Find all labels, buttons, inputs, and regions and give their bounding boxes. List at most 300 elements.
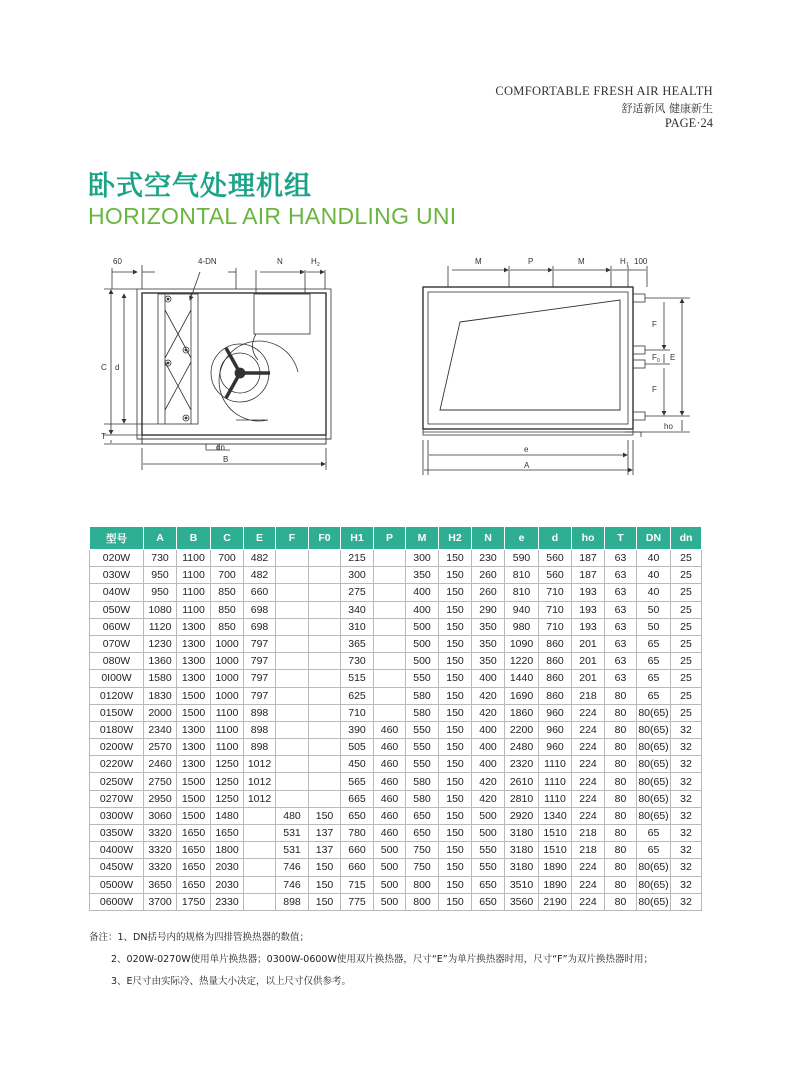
table-cell: 25 <box>671 550 702 567</box>
table-cell: 960 <box>539 721 572 738</box>
note-line-2: 2、020W-0270W使用单片换热器；0300W-0600W使用双片换热器，尺寸“E”为单片换热器时用，尺寸“F”为双片换热器时用； <box>111 954 654 965</box>
table-cell: 63 <box>605 670 637 687</box>
table-cell: 260 <box>472 567 505 584</box>
table-cell: 1120 <box>144 618 177 635</box>
table-cell: 1300 <box>177 721 211 738</box>
spec-table-container <box>89 526 702 911</box>
table-cell: 550 <box>406 756 439 773</box>
table-cell: 780 <box>341 825 374 842</box>
table-cell <box>309 687 341 704</box>
table-cell: 1100 <box>211 721 244 738</box>
table-cell: 80 <box>605 773 637 790</box>
table-row <box>90 618 702 635</box>
table-cell: 65 <box>637 653 671 670</box>
table-cell: 40 <box>637 584 671 601</box>
table-cell: 3700 <box>144 893 177 910</box>
table-cell: 1110 <box>539 790 572 807</box>
table-cell: 80(65) <box>637 721 671 738</box>
table-cell: 193 <box>572 584 605 601</box>
table-cell: 150 <box>439 859 472 876</box>
table-row <box>90 721 702 738</box>
column-header: d <box>539 527 572 550</box>
table-cell: 550 <box>406 739 439 756</box>
table-row <box>90 687 702 704</box>
table-cell: 3180 <box>505 859 539 876</box>
table-cell: 797 <box>244 670 276 687</box>
table-cell: 580 <box>406 687 439 704</box>
table-row <box>90 584 702 601</box>
table-cell: 80 <box>605 704 637 721</box>
table-cell: 500 <box>406 618 439 635</box>
table-cell: 515 <box>341 670 374 687</box>
table-cell: 2610 <box>505 773 539 790</box>
table-cell: 65 <box>637 687 671 704</box>
table-cell: 80 <box>605 790 637 807</box>
table-cell: 150 <box>439 721 472 738</box>
table-cell: 1340 <box>539 807 572 824</box>
table-cell: 775 <box>341 893 374 910</box>
table-cell: 390 <box>341 721 374 738</box>
table-cell: 3060 <box>144 807 177 824</box>
table-cell: 1890 <box>539 876 572 893</box>
table-cell: 150 <box>309 893 341 910</box>
table-cell: 80 <box>605 859 637 876</box>
header-chinese: 舒适新风 健康新生 <box>621 102 713 115</box>
table-cell: 260 <box>472 584 505 601</box>
table-cell: 2810 <box>505 790 539 807</box>
table-cell: 218 <box>572 842 605 859</box>
table-cell: 482 <box>244 567 276 584</box>
table-cell: 0300W <box>90 807 144 824</box>
table-cell: 0250W <box>90 773 144 790</box>
table-cell: 550 <box>406 721 439 738</box>
table-cell: 797 <box>244 687 276 704</box>
table-cell: 1500 <box>177 807 211 824</box>
table-cell: 420 <box>472 773 505 790</box>
table-cell: 980 <box>505 618 539 635</box>
table-cell: 797 <box>244 653 276 670</box>
table-cell: 710 <box>539 584 572 601</box>
column-header: N <box>472 527 505 550</box>
table-cell: 1220 <box>505 653 539 670</box>
table-cell: 25 <box>671 687 702 704</box>
right-view-drawing <box>423 266 690 475</box>
dim-label-f2: F <box>652 385 657 394</box>
table-cell: 1110 <box>539 773 572 790</box>
notes <box>89 927 653 993</box>
table-cell: 1300 <box>177 635 211 652</box>
table-cell: 420 <box>472 687 505 704</box>
table-cell <box>244 842 276 859</box>
table-cell: 460 <box>374 721 406 738</box>
table-cell: 860 <box>539 670 572 687</box>
table-cell: 860 <box>539 653 572 670</box>
table-cell <box>276 790 309 807</box>
table-cell <box>374 653 406 670</box>
column-header: 型号 <box>90 527 144 550</box>
table-cell <box>309 739 341 756</box>
table-cell: 350 <box>472 635 505 652</box>
table-cell: 2190 <box>539 893 572 910</box>
table-cell: 0400W <box>90 842 144 859</box>
table-row <box>90 635 702 652</box>
table-cell: 500 <box>374 876 406 893</box>
table-cell: 2920 <box>505 807 539 824</box>
header-english: COMFORTABLE FRESH AIR HEALTH <box>495 84 713 98</box>
column-header: A <box>144 527 177 550</box>
table-cell: 2460 <box>144 756 177 773</box>
table-cell <box>244 825 276 842</box>
table-cell: 3320 <box>144 842 177 859</box>
table-cell: 531 <box>276 825 309 842</box>
table-cell: 187 <box>572 550 605 567</box>
table-cell: 300 <box>406 550 439 567</box>
table-cell: 1750 <box>177 893 211 910</box>
table-cell: 480 <box>276 807 309 824</box>
table-cell: 365 <box>341 635 374 652</box>
table-cell <box>374 635 406 652</box>
table-cell: 1440 <box>505 670 539 687</box>
dim-label-f1: F <box>652 320 657 329</box>
table-cell: 150 <box>309 876 341 893</box>
column-header: ho <box>572 527 605 550</box>
table-cell: 1300 <box>177 670 211 687</box>
table-cell: 580 <box>406 790 439 807</box>
table-cell <box>309 756 341 773</box>
table-cell: 650 <box>406 807 439 824</box>
table-cell: 580 <box>406 773 439 790</box>
table-cell: 898 <box>244 739 276 756</box>
table-cell: 650 <box>341 807 374 824</box>
column-header: P <box>374 527 406 550</box>
table-cell: 500 <box>374 842 406 859</box>
table-cell: 218 <box>572 825 605 842</box>
table-cell: 1100 <box>177 550 211 567</box>
table-cell: 80 <box>605 893 637 910</box>
dim-label-f0-sub: 0 <box>657 358 660 364</box>
table-cell: 80 <box>605 842 637 859</box>
table-cell: 1510 <box>539 825 572 842</box>
table-cell: 1890 <box>539 859 572 876</box>
table-cell: 224 <box>572 739 605 756</box>
table-cell: 2750 <box>144 773 177 790</box>
table-cell: 1090 <box>505 635 539 652</box>
column-header: T <box>605 527 637 550</box>
table-cell <box>244 807 276 824</box>
table-cell: 650 <box>472 876 505 893</box>
table-cell: 1250 <box>211 756 244 773</box>
table-cell: 750 <box>406 859 439 876</box>
table-row <box>90 756 702 773</box>
table-cell: 420 <box>472 790 505 807</box>
table-cell: 070W <box>90 635 144 652</box>
table-cell <box>276 584 309 601</box>
table-cell: 1300 <box>177 739 211 756</box>
table-cell: 0200W <box>90 739 144 756</box>
table-cell: 340 <box>341 601 374 618</box>
table-cell: 560 <box>539 550 572 567</box>
dim-label-e: e <box>524 445 529 454</box>
table-cell: 150 <box>439 807 472 824</box>
table-cell: 224 <box>572 893 605 910</box>
table-cell: 25 <box>671 618 702 635</box>
table-cell: 2340 <box>144 721 177 738</box>
table-cell: 32 <box>671 790 702 807</box>
table-cell: 3180 <box>505 842 539 859</box>
table-cell: 700 <box>211 550 244 567</box>
spec-table <box>89 526 702 911</box>
table-cell: 150 <box>439 670 472 687</box>
table-cell: 500 <box>406 653 439 670</box>
table-cell: 3180 <box>505 825 539 842</box>
table-header-row <box>90 527 702 550</box>
table-cell: 050W <box>90 601 144 618</box>
table-cell: 500 <box>374 893 406 910</box>
table-cell: 2950 <box>144 790 177 807</box>
table-cell: 040W <box>90 584 144 601</box>
table-cell: 350 <box>472 653 505 670</box>
table-cell <box>309 618 341 635</box>
table-cell <box>374 704 406 721</box>
table-cell <box>374 567 406 584</box>
table-cell: 460 <box>374 756 406 773</box>
table-cell <box>276 739 309 756</box>
table-cell: 150 <box>309 807 341 824</box>
table-cell: 960 <box>539 739 572 756</box>
table-cell: 710 <box>539 618 572 635</box>
table-cell: 80(65) <box>637 739 671 756</box>
table-cell <box>309 635 341 652</box>
table-cell: 25 <box>671 635 702 652</box>
table-cell: 80 <box>605 721 637 738</box>
dim-label-h2-sub: 2 <box>317 262 320 268</box>
table-cell: 660 <box>341 859 374 876</box>
table-cell: 1000 <box>211 687 244 704</box>
table-cell: 224 <box>572 790 605 807</box>
table-cell: 63 <box>605 601 637 618</box>
table-cell: 850 <box>211 601 244 618</box>
column-header: E <box>244 527 276 550</box>
dim-label-b: B <box>223 455 229 464</box>
table-cell: 201 <box>572 653 605 670</box>
table-cell: 1500 <box>177 790 211 807</box>
table-cell: 224 <box>572 807 605 824</box>
table-cell: 32 <box>671 825 702 842</box>
table-cell: 750 <box>406 842 439 859</box>
table-cell: 746 <box>276 859 309 876</box>
table-cell <box>309 704 341 721</box>
table-cell: 505 <box>341 739 374 756</box>
table-cell: 810 <box>505 567 539 584</box>
table-cell: 65 <box>637 670 671 687</box>
table-cell: 290 <box>472 601 505 618</box>
table-cell: 850 <box>211 584 244 601</box>
table-cell: 150 <box>439 567 472 584</box>
table-cell: 2570 <box>144 739 177 756</box>
dim-label-h2: H <box>311 257 317 266</box>
table-cell: 80(65) <box>637 893 671 910</box>
table-cell <box>374 584 406 601</box>
table-cell: 500 <box>472 825 505 842</box>
table-cell: 800 <box>406 893 439 910</box>
table-row <box>90 876 702 893</box>
table-cell: 80(65) <box>637 756 671 773</box>
table-cell: 80 <box>605 756 637 773</box>
table-cell: 710 <box>341 704 374 721</box>
table-cell <box>276 653 309 670</box>
table-cell: 80 <box>605 825 637 842</box>
table-cell: 150 <box>439 790 472 807</box>
table-cell: 3560 <box>505 893 539 910</box>
table-cell: 860 <box>539 635 572 652</box>
table-cell: 150 <box>439 618 472 635</box>
table-cell <box>374 670 406 687</box>
table-cell: 565 <box>341 773 374 790</box>
table-cell: 746 <box>276 876 309 893</box>
table-cell: 1580 <box>144 670 177 687</box>
table-cell: 730 <box>341 653 374 670</box>
table-cell: 40 <box>637 550 671 567</box>
table-cell: 2480 <box>505 739 539 756</box>
table-cell <box>309 584 341 601</box>
table-cell: 80 <box>605 807 637 824</box>
table-cell: 63 <box>605 584 637 601</box>
table-cell: 150 <box>439 893 472 910</box>
table-cell: 218 <box>572 687 605 704</box>
table-cell: 25 <box>671 704 702 721</box>
table-cell: 224 <box>572 704 605 721</box>
table-cell: 193 <box>572 601 605 618</box>
table-row <box>90 842 702 859</box>
table-cell: 32 <box>671 739 702 756</box>
table-cell: 531 <box>276 842 309 859</box>
dim-label-60: 60 <box>113 257 122 266</box>
table-cell: 400 <box>406 584 439 601</box>
table-cell: 500 <box>374 859 406 876</box>
table-cell: 660 <box>341 842 374 859</box>
table-cell: 215 <box>341 550 374 567</box>
table-row <box>90 567 702 584</box>
table-cell: 1500 <box>177 773 211 790</box>
column-header: e <box>505 527 539 550</box>
table-cell: 0350W <box>90 825 144 842</box>
table-cell: 850 <box>211 618 244 635</box>
table-cell: 150 <box>439 584 472 601</box>
table-cell: 460 <box>374 825 406 842</box>
table-cell <box>276 601 309 618</box>
table-cell: 0150W <box>90 704 144 721</box>
table-cell: 63 <box>605 567 637 584</box>
table-cell <box>276 635 309 652</box>
table-row <box>90 825 702 842</box>
table-cell: 1510 <box>539 842 572 859</box>
table-cell <box>309 721 341 738</box>
table-row <box>90 653 702 670</box>
table-cell: 400 <box>472 739 505 756</box>
table-cell: 137 <box>309 825 341 842</box>
table-cell: 201 <box>572 670 605 687</box>
table-cell: 193 <box>572 618 605 635</box>
table-cell: 650 <box>406 825 439 842</box>
table-cell: 898 <box>244 721 276 738</box>
table-cell: 1000 <box>211 670 244 687</box>
table-cell: 482 <box>244 550 276 567</box>
table-cell: 0270W <box>90 790 144 807</box>
table-cell: 0I00W <box>90 670 144 687</box>
table-cell: 450 <box>341 756 374 773</box>
table-cell <box>374 618 406 635</box>
table-cell: 0220W <box>90 756 144 773</box>
table-cell: 25 <box>671 601 702 618</box>
table-cell: 400 <box>472 756 505 773</box>
table-cell: 32 <box>671 721 702 738</box>
table-cell: 1250 <box>211 773 244 790</box>
dim-label-m2: M <box>578 257 585 266</box>
table-cell: 730 <box>144 550 177 567</box>
column-header: H1 <box>341 527 374 550</box>
table-cell: 1300 <box>177 618 211 635</box>
table-cell: 500 <box>406 635 439 652</box>
table-cell <box>276 550 309 567</box>
table-cell: 2320 <box>505 756 539 773</box>
table-cell: 2200 <box>505 721 539 738</box>
left-view-drawing <box>104 265 331 470</box>
dim-label-c: C <box>101 363 107 372</box>
title-chinese: 卧式空气处理机组 <box>88 171 312 202</box>
table-cell <box>276 670 309 687</box>
table-cell: 150 <box>439 876 472 893</box>
table-cell: 1650 <box>211 825 244 842</box>
table-cell: 0450W <box>90 859 144 876</box>
table-cell: 698 <box>244 601 276 618</box>
table-cell: 80(65) <box>637 773 671 790</box>
table-row <box>90 790 702 807</box>
table-cell: 797 <box>244 635 276 652</box>
table-cell: 150 <box>439 756 472 773</box>
table-cell: 80(65) <box>637 859 671 876</box>
table-cell: 150 <box>439 635 472 652</box>
table-cell: 63 <box>605 635 637 652</box>
column-header: B <box>177 527 211 550</box>
table-cell: 0180W <box>90 721 144 738</box>
table-cell: 2030 <box>211 859 244 876</box>
table-cell: 460 <box>374 739 406 756</box>
table-cell: 0120W <box>90 687 144 704</box>
table-cell: 25 <box>671 670 702 687</box>
table-cell <box>276 618 309 635</box>
dim-label-n: N <box>277 257 283 266</box>
table-body <box>90 550 702 911</box>
table-cell: 1100 <box>177 584 211 601</box>
table-cell: 0600W <box>90 893 144 910</box>
table-cell: 2000 <box>144 704 177 721</box>
table-cell: 32 <box>671 876 702 893</box>
table-cell: 150 <box>439 739 472 756</box>
technical-drawing <box>0 0 790 520</box>
table-cell: 32 <box>671 756 702 773</box>
table-cell: 32 <box>671 773 702 790</box>
table-row <box>90 807 702 824</box>
table-cell: 1012 <box>244 790 276 807</box>
table-cell: 350 <box>406 567 439 584</box>
table-cell: 665 <box>341 790 374 807</box>
dim-label-e-cap: E <box>670 353 676 362</box>
table-row <box>90 859 702 876</box>
table-cell: 40 <box>637 567 671 584</box>
table-cell: 3320 <box>144 859 177 876</box>
table-cell: 1250 <box>211 790 244 807</box>
table-cell <box>244 893 276 910</box>
